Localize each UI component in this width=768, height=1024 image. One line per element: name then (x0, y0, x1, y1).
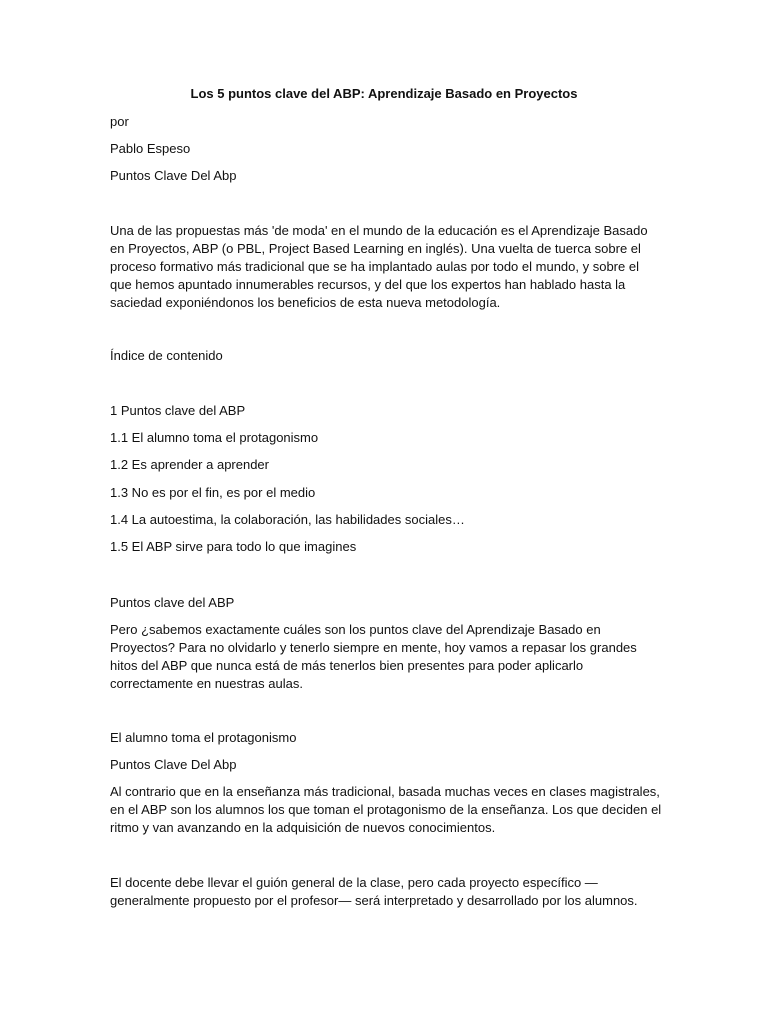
toc-item[interactable]: 1.5 El ABP sirve para todo lo que imagines (110, 539, 357, 554)
tag-label: Puntos Clave Del Abp (110, 757, 237, 772)
toc-item[interactable]: 1.2 Es aprender a aprender (110, 457, 269, 472)
intro-paragraph: Una de las propuestas más 'de moda' en el mundo de la educación es el Aprendizaje Basado en Proyectos, ABP (o PBL, Project Based Learning en inglés). Una vuelta de tuerca sobre el proceso formativo más tradicional que se ha implantado aulas por todo el mundo, y sobre el que hemos apuntado innumerables recursos, y del que los expertos han hablado hasta la saciedad exponiéndonos los beneficios de esta nueva metodología. (110, 223, 648, 310)
section-heading: Puntos clave del ABP (110, 595, 235, 610)
toc-heading: Índice de contenido (110, 348, 223, 363)
section-paragraph: El docente debe llevar el guión general de la clase, pero cada proyecto específico —generalmente propuesto por el profesor— será interpretado y desarrollado por los alumnos. (110, 875, 638, 908)
by-label: por (110, 114, 129, 129)
section-paragraph: Al contrario que en la enseñanza más tradicional, basada muchas veces en clases magistrales, en el ABP son los alumnos los que toman el protagonismo de la enseñanza. Los que deciden el ritmo y van avanzando en la adquisición de nuevos conocimientos. (110, 784, 662, 835)
toc-item[interactable]: 1.1 El alumno toma el protagonismo (110, 430, 319, 445)
document-title: Los 5 puntos clave del ABP: Aprendizaje Basado en Proyectos (190, 86, 578, 101)
section-paragraph: Pero ¿sabemos exactamente cuáles son los puntos clave del Aprendizaje Basado en Proyectos? Para no olvidarlo y tenerlo siempre en mente, hoy vamos a repasar los grandes hitos del ABP que nunca está de más tenerlos bien presentes para poder aplicarlo correctamente en nuestras aulas. (110, 622, 637, 691)
tag-label: Puntos Clave Del Abp (110, 168, 237, 183)
section-heading: El alumno toma el protagonismo (110, 730, 297, 745)
author-name: Pablo Espeso (110, 141, 191, 156)
toc-item[interactable]: 1.3 No es por el fin, es por el medio (110, 485, 316, 500)
toc-item[interactable]: 1.4 La autoestima, la colaboración, las habilidades sociales… (110, 512, 465, 527)
toc-item[interactable]: 1 Puntos clave del ABP (110, 403, 246, 418)
